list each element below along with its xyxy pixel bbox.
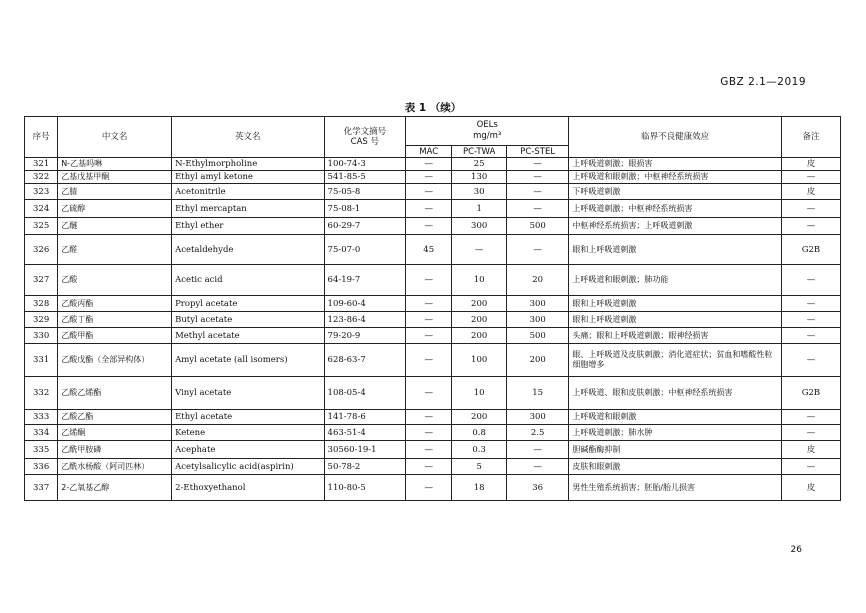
cell-mac: — (406, 328, 452, 344)
cell-en-name: Ethyl mercaptan (172, 200, 324, 218)
cell-seq: 323 (25, 184, 58, 200)
cell-mac: — (406, 312, 452, 328)
cell-pc-stel: 300 (507, 312, 569, 328)
cell-pc-stel: — (507, 171, 569, 184)
header-seq: 序号 (25, 117, 58, 158)
header-cn-name: 中文名 (58, 117, 172, 158)
header-cas-line2: CAS 号 (350, 137, 379, 147)
cell-effect: 眼、上呼吸道及皮肤刺激；消化道症状；贫血和嗜酸性粒细胞增多 (569, 344, 782, 377)
cell-en-name: Acetaldehyde (172, 235, 324, 265)
cell-remark: 皮 (781, 184, 840, 200)
cell-pc-stel: 36 (507, 475, 569, 501)
table-caption: 表 1 （续） (404, 102, 462, 114)
cell-mac: — (406, 475, 452, 501)
cell-cn-name: 乙基戊基甲酮 (58, 171, 172, 184)
cell-remark: G2B (781, 235, 840, 265)
cell-en-name: Methyl acetate (172, 328, 324, 344)
cell-remark: G2B (781, 377, 840, 410)
cell-effect: 眼和上呼吸道刺激 (569, 235, 782, 265)
cell-seq: 333 (25, 410, 58, 425)
cell-pc-twa: 100 (452, 344, 507, 377)
cell-pc-stel: 300 (507, 410, 569, 425)
cell-pc-twa: 1 (452, 200, 507, 218)
cell-cas: 123-86-4 (324, 312, 406, 328)
cell-pc-stel: — (507, 184, 569, 200)
cell-remark: 皮 (781, 441, 840, 459)
cell-cas: 110-80-5 (324, 475, 406, 501)
cell-pc-twa: 200 (452, 410, 507, 425)
cell-cas: 50-78-2 (324, 459, 406, 475)
cell-seq: 332 (25, 377, 58, 410)
cell-effect: 皮肤和眼刺激 (569, 459, 782, 475)
header-mac: MAC (406, 146, 452, 158)
cell-cn-name: 乙酸丁酯 (58, 312, 172, 328)
cell-remark: — (781, 328, 840, 344)
table-row (25, 441, 841, 459)
cell-seq: 335 (25, 441, 58, 459)
cell-en-name: 2-Ethoxyethanol (172, 475, 324, 501)
cell-cas: 75-07-0 (324, 235, 406, 265)
cell-mac: — (406, 265, 452, 296)
table-row (25, 184, 841, 200)
cell-pc-twa: 200 (452, 312, 507, 328)
cell-cas: 108-05-4 (324, 377, 406, 410)
cell-pc-twa: 200 (452, 296, 507, 312)
header-remarks: 备注 (781, 117, 840, 158)
header-oels-unit: mg/m³ (473, 131, 502, 141)
table-row (25, 410, 841, 425)
cell-remark: — (781, 459, 840, 475)
cell-effect: 上呼吸道刺激；中枢神经系统损害 (569, 200, 782, 218)
cell-cas: 30560-19-1 (324, 441, 406, 459)
cell-cas: 100-74-3 (324, 158, 406, 171)
header-oels (406, 117, 569, 146)
cell-pc-stel: 500 (507, 218, 569, 235)
cell-en-name: Propyl acetate (172, 296, 324, 312)
cell-seq: 325 (25, 218, 58, 235)
cell-en-name: Vinyl acetate (172, 377, 324, 410)
cell-pc-stel: 300 (507, 296, 569, 312)
cell-remark: 皮 (781, 475, 840, 501)
cell-mac: — (406, 218, 452, 235)
header-en-name: 英文名 (172, 117, 324, 158)
cell-cn-name: 乙硫醇 (58, 200, 172, 218)
cell-en-name: Acetic acid (172, 265, 324, 296)
cell-pc-stel: 2.5 (507, 425, 569, 441)
cell-pc-stel: — (507, 459, 569, 475)
cell-cas: 64-19-7 (324, 265, 406, 296)
cell-mac: — (406, 158, 452, 171)
cell-seq: 337 (25, 475, 58, 501)
table-row (25, 377, 841, 410)
cell-remark: — (781, 410, 840, 425)
cell-effect: 下呼吸道刺激 (569, 184, 782, 200)
cell-cn-name: 乙烯酮 (58, 425, 172, 441)
cell-cas: 75-05-8 (324, 184, 406, 200)
cell-pc-twa: 10 (452, 377, 507, 410)
cell-seq: 336 (25, 459, 58, 475)
cell-cn-name: 乙酸乙酯 (58, 410, 172, 425)
cell-cas: 628-63-7 (324, 344, 406, 377)
cell-cn-name: 乙酰甲胺磷 (58, 441, 172, 459)
cell-pc-twa: 200 (452, 328, 507, 344)
document-code: GBZ 2.1—2019 (720, 76, 806, 88)
cell-pc-twa: 0.3 (452, 441, 507, 459)
cell-mac: — (406, 184, 452, 200)
cell-cas: 79-20-9 (324, 328, 406, 344)
cell-pc-twa: 10 (452, 265, 507, 296)
cell-en-name: Acetylsalicylic acid(aspirin) (172, 459, 324, 475)
cell-en-name: Ethyl amyl ketone (172, 171, 324, 184)
cell-pc-stel: — (507, 235, 569, 265)
cell-seq: 331 (25, 344, 58, 377)
table-row (25, 312, 841, 328)
cell-cas: 75-08-1 (324, 200, 406, 218)
cell-pc-twa: 0.8 (452, 425, 507, 441)
header-pc-stel: PC-STEL (507, 146, 569, 158)
cell-effect: 眼和上呼吸道刺激 (569, 312, 782, 328)
cell-seq: 329 (25, 312, 58, 328)
cell-pc-twa: 300 (452, 218, 507, 235)
cell-remark: — (781, 200, 840, 218)
table-row (25, 200, 841, 218)
cell-pc-stel: — (507, 158, 569, 171)
cell-pc-stel: 200 (507, 344, 569, 377)
cell-effect: 上呼吸道和眼刺激；中枢神经系统损害 (569, 171, 782, 184)
cell-seq: 330 (25, 328, 58, 344)
cell-mac: — (406, 459, 452, 475)
cell-en-name: Acephate (172, 441, 324, 459)
cell-mac: — (406, 441, 452, 459)
cell-remark: — (781, 171, 840, 184)
cell-mac: — (406, 410, 452, 425)
cell-pc-twa: 130 (452, 171, 507, 184)
table-row (25, 459, 841, 475)
cell-en-name: N-Ethylmorpholine (172, 158, 324, 171)
cell-seq: 327 (25, 265, 58, 296)
cell-mac: — (406, 296, 452, 312)
cell-cn-name: 乙腈 (58, 184, 172, 200)
cell-pc-twa: 5 (452, 459, 507, 475)
cell-en-name: Ethyl ether (172, 218, 324, 235)
cell-en-name: Ketene (172, 425, 324, 441)
cell-remark: — (781, 265, 840, 296)
cell-seq: 328 (25, 296, 58, 312)
cell-effect: 眼和上呼吸道刺激 (569, 296, 782, 312)
table-row (25, 475, 841, 501)
cell-cn-name: 乙酸甲酯 (58, 328, 172, 344)
table-row (25, 425, 841, 441)
cell-effect: 上呼吸道和眼刺激 (569, 410, 782, 425)
cell-effect: 中枢神经系统损害；上呼吸道刺激 (569, 218, 782, 235)
cell-effect: 头痛；眼和上呼吸道刺激；眼神经损害 (569, 328, 782, 344)
cell-effect: 上呼吸道、眼和皮肤刺激；中枢神经系统损害 (569, 377, 782, 410)
oel-table (24, 116, 841, 501)
cell-seq: 334 (25, 425, 58, 441)
table-row (25, 328, 841, 344)
cell-seq: 322 (25, 171, 58, 184)
cell-pc-stel: — (507, 441, 569, 459)
cell-en-name: Butyl acetate (172, 312, 324, 328)
header-cas-line1: 化学文摘号 (343, 127, 387, 137)
cell-effect: 上呼吸道刺激；眼损害 (569, 158, 782, 171)
cell-mac: — (406, 425, 452, 441)
cell-cn-name: 乙酸戊酯（全部异构体） (58, 344, 172, 377)
cell-effect: 上呼吸道刺激；肺水肿 (569, 425, 782, 441)
table-body (25, 158, 841, 501)
header-oels-title: OELs (476, 120, 498, 130)
table-row (25, 265, 841, 296)
cell-cn-name: 乙酸乙烯酯 (58, 377, 172, 410)
cell-seq: 321 (25, 158, 58, 171)
table-row (25, 344, 841, 377)
cell-remark: 皮 (781, 158, 840, 171)
cell-mac: 45 (406, 235, 452, 265)
cell-remark: — (781, 296, 840, 312)
cell-cas: 463-51-4 (324, 425, 406, 441)
cell-effect: 男性生殖系统损害；胚胎/胎儿损害 (569, 475, 782, 501)
cell-mac: — (406, 171, 452, 184)
cell-cas: 60-29-7 (324, 218, 406, 235)
cell-cn-name: 乙醛 (58, 235, 172, 265)
table-row (25, 158, 841, 171)
table-row (25, 296, 841, 312)
cell-remark: — (781, 218, 840, 235)
cell-pc-stel: 20 (507, 265, 569, 296)
table-row (25, 235, 841, 265)
cell-pc-stel: 15 (507, 377, 569, 410)
cell-mac: — (406, 200, 452, 218)
cell-mac: — (406, 344, 452, 377)
cell-cas: 109-60-4 (324, 296, 406, 312)
cell-cn-name: 乙酰水杨酸（阿司匹林） (58, 459, 172, 475)
cell-effect: 胆碱酯酶抑制 (569, 441, 782, 459)
cell-en-name: Amyl acetate (all isomers) (172, 344, 324, 377)
cell-pc-stel: 500 (507, 328, 569, 344)
header-effects: 临界不良健康效应 (569, 117, 782, 158)
cell-cn-name: 乙酸丙酯 (58, 296, 172, 312)
cell-seq: 324 (25, 200, 58, 218)
cell-cn-name: 乙醚 (58, 218, 172, 235)
cell-cn-name: 乙酸 (58, 265, 172, 296)
table-row (25, 218, 841, 235)
cell-seq: 326 (25, 235, 58, 265)
cell-pc-twa: — (452, 235, 507, 265)
cell-pc-stel: — (507, 200, 569, 218)
header-pc-twa: PC-TWA (452, 146, 507, 158)
cell-remark: — (781, 312, 840, 328)
cell-mac: — (406, 377, 452, 410)
cell-en-name: Acetonitrile (172, 184, 324, 200)
cell-pc-twa: 30 (452, 184, 507, 200)
cell-cas: 541-85-5 (324, 171, 406, 184)
cell-cas: 141-78-6 (324, 410, 406, 425)
page-number: 26 (790, 545, 802, 555)
cell-en-name: Ethyl acetate (172, 410, 324, 425)
cell-pc-twa: 25 (452, 158, 507, 171)
table-row (25, 171, 841, 184)
cell-effect: 上呼吸道和眼刺激；肺功能 (569, 265, 782, 296)
cell-cn-name: N-乙基吗啉 (58, 158, 172, 171)
cell-cn-name: 2-乙氧基乙醇 (58, 475, 172, 501)
cell-pc-twa: 18 (452, 475, 507, 501)
cell-remark: — (781, 425, 840, 441)
header-cas (324, 117, 406, 158)
cell-remark: — (781, 344, 840, 377)
